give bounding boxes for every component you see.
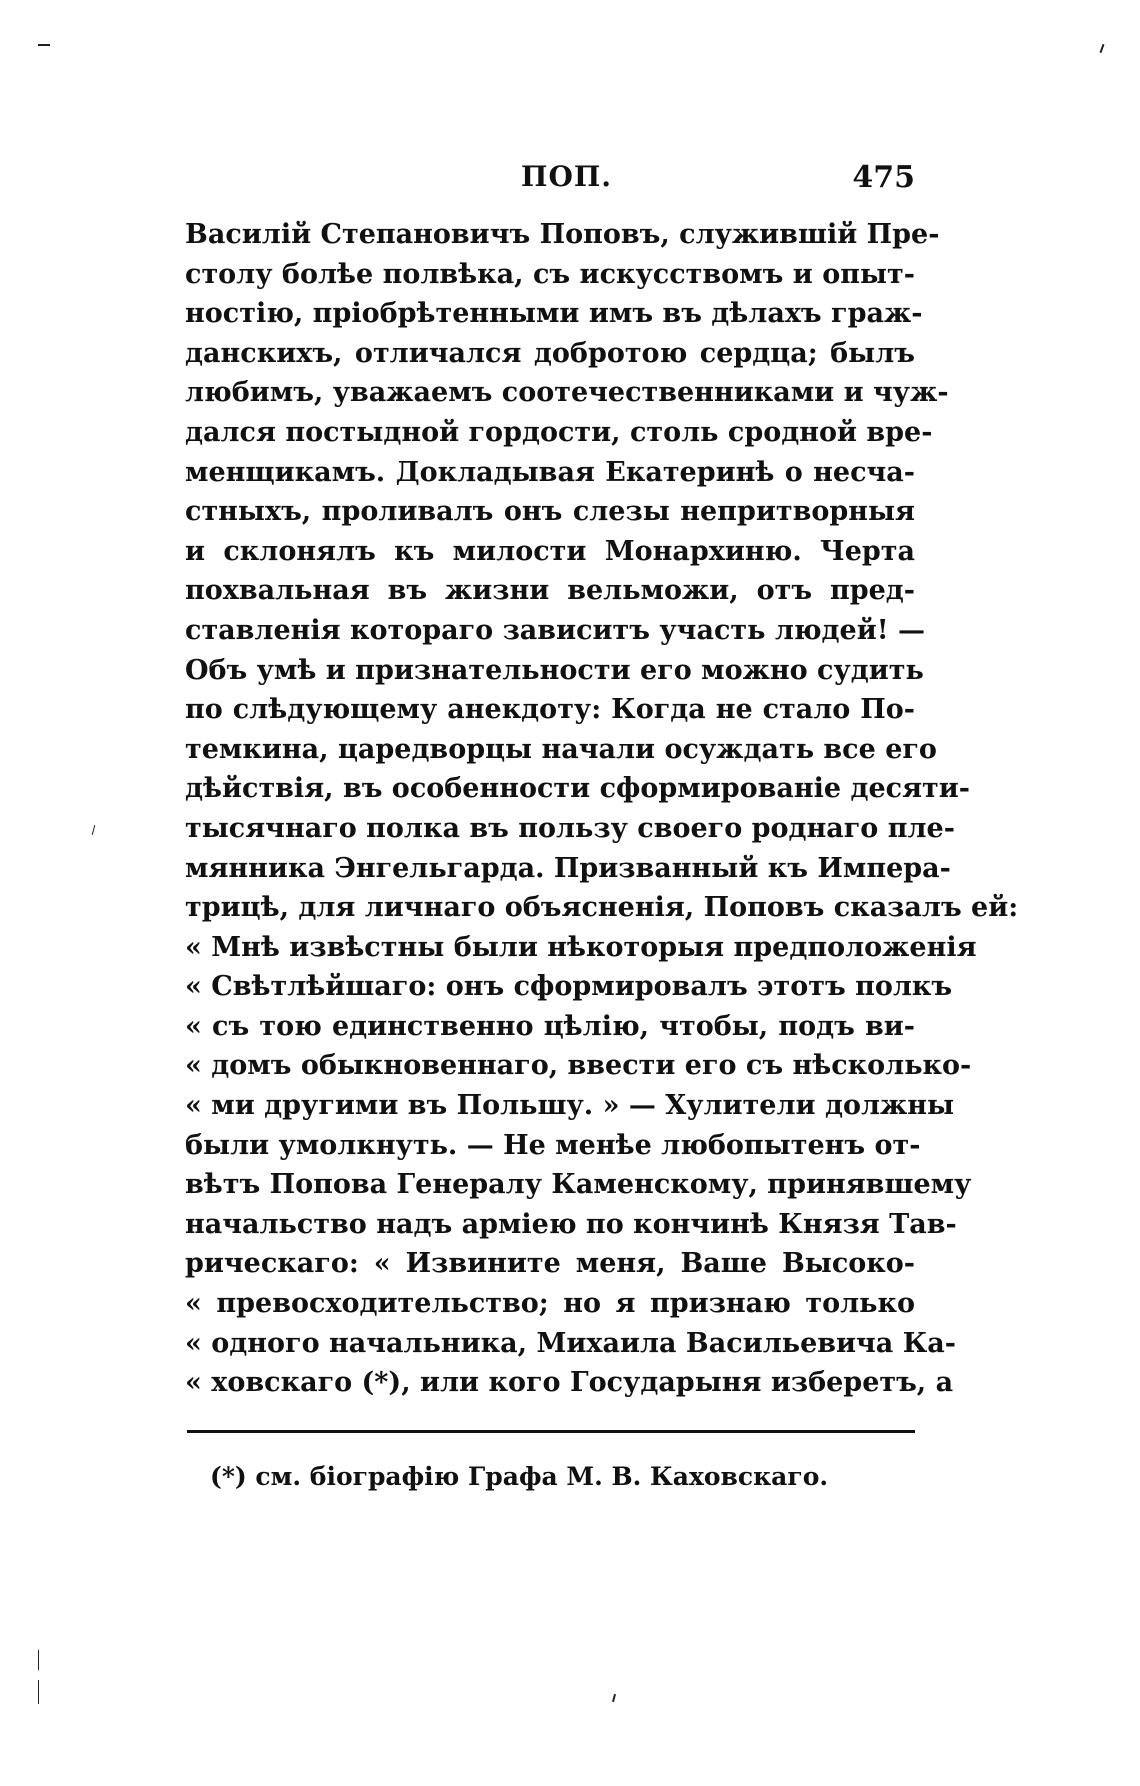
text-line: Василій Степановичъ Поповъ, служившій Пре- <box>185 219 940 250</box>
text-line: по слѣдующему анекдоту: Когда не стало По- <box>185 694 915 726</box>
text-line: « ховскаго (*), или кого Государыня изберетъ, а <box>185 1367 954 1399</box>
scan-speck <box>612 1694 616 1702</box>
text-line: мянника Энгельгарда. Призванный къ Импера- <box>185 852 951 884</box>
text-line: « домъ обыкновеннаго, ввести его съ нѣсколько- <box>185 1050 972 1082</box>
text-line: стныхъ, проливалъ онъ слезы непритворныя <box>185 496 915 528</box>
scan-speck <box>38 1680 39 1704</box>
scan-speck <box>92 825 96 835</box>
footnote-separator <box>187 1430 915 1433</box>
footnote: (*) см. біографію Графа М. В. Каховскаго. <box>210 1462 829 1491</box>
text-line: Объ умѣ и признательности его можно судить <box>185 654 924 686</box>
body-text <box>185 215 1019 1403</box>
text-line: ставленія котораго зависитъ участь людей! — <box>185 614 926 646</box>
text-line: дѣйствія, въ особенности сформированіе десяти- <box>185 773 971 805</box>
text-line: « съ тою единственно цѣлію, чтобы, подъ ви- <box>185 1010 915 1042</box>
text-line: были умолкнуть. — Не менѣе любопытенъ от- <box>185 1129 921 1161</box>
scan-speck <box>1100 44 1105 53</box>
text-line: ностію, пріобрѣтенными имъ въ дѣлахъ граж- <box>185 298 923 330</box>
text-line: « Свѣтлѣйшаго: онъ сформировалъ этотъ полкъ <box>185 971 953 1003</box>
text-line: столу болѣе полвѣка, съ искусствомъ и опыт- <box>185 258 915 290</box>
text-line: данскихъ, отличался добротою сердца; былъ <box>185 337 915 369</box>
text-line: любимъ, уважаемъ соотечественниками и чуж- <box>185 377 949 409</box>
text-line: рическаго: « Извините меня, Ваше Высоко- <box>185 1248 915 1280</box>
scan-speck <box>38 44 50 46</box>
text-line: и склонялъ къ милости Монархиню. Черта <box>185 535 915 567</box>
page-header <box>185 160 915 200</box>
text-line: темкина, царедворцы начали осуждать все его <box>185 733 937 765</box>
text-line: « превосходительство; но я признаю только <box>185 1288 915 1320</box>
text-line: дался постыдной гордости, столь сродной вре- <box>185 416 933 448</box>
text-line: вѣтъ Попова Генералу Каменскому, принявшему <box>185 1169 972 1201</box>
text-line: похвальная въ жизни вельможи, отъ пред- <box>185 575 915 607</box>
text-line: менщикамъ. Докладывая Екатеринѣ о несча- <box>185 456 915 488</box>
page-number: 475 <box>852 160 915 195</box>
text-line: « одного начальника, Михаила Васильевича Ка- <box>185 1327 956 1359</box>
text-line: начальство надъ арміею по кончинѣ Князя Тав- <box>185 1208 957 1240</box>
running-head: ПОП. <box>521 160 613 193</box>
text-line: трицѣ, для личнаго объясненія, Поповъ сказалъ ей: <box>185 892 1019 924</box>
text-line: тысячнаго полка въ пользу своего роднаго пле- <box>185 812 955 844</box>
text-line: « ми другими въ Польшу. » — Хулители должны <box>185 1090 955 1122</box>
scan-speck <box>38 1650 39 1670</box>
text-line: « Мнѣ извѣстны были нѣкоторыя предположенія <box>185 931 977 963</box>
